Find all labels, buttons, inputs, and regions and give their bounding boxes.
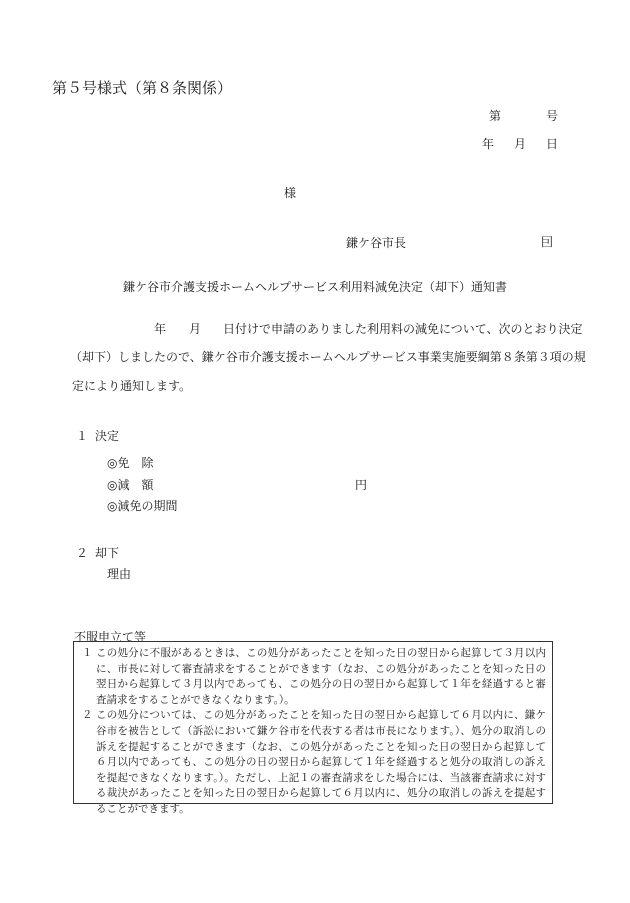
appeal-item-text: この処分に不服があるときは、この処分があったことを知った日の翌日から起算して３月以内に、市長に対して審査請求をすることができます（なお、この処分があったことを知った日の翌日から起算して３月以内であっても、この処分の日の翌日から起算して１年を経過すると審査請求をすることができなくなります。）。: [96, 647, 546, 706]
appeal-heading: 不服申立て等: [74, 630, 147, 644]
decision-period: ◎減免の期間: [107, 499, 178, 513]
document-title: 鎌ケ谷市介護支援ホームヘルプサービス利用料減免決定（却下）通知書: [122, 280, 507, 294]
appeal-box: [73, 641, 553, 815]
body-line-3: 定により通知します。: [72, 379, 192, 393]
decision-heading: 決定: [95, 429, 120, 443]
document-number-suffix: 号: [546, 109, 559, 123]
rejection-reason: 理由: [107, 567, 132, 581]
form-title: 第５号様式（第８条関係）: [52, 79, 233, 97]
issue-date-day: 日: [546, 137, 559, 151]
body-line-2: （却下）しましたので、鎌ケ谷市介護支援ホームヘルプサービス事業実施要綱第８条第３項の規: [70, 350, 586, 364]
appeal-item-1: [82, 646, 546, 708]
addressee-honorific: 様: [284, 186, 297, 200]
body-date-month: 月: [189, 322, 202, 336]
rejection-number: ２: [76, 546, 89, 560]
seal-mark: 囙: [541, 235, 554, 249]
rejection-heading: 却下: [95, 546, 120, 560]
decision-reduction: ◎減 額: [107, 478, 154, 492]
document-number-prefix: 第: [489, 109, 502, 123]
body-line-1: 日付けで申請のありました利用料の減免について、次のとおり決定: [223, 322, 583, 336]
decision-yen-unit: 円: [355, 478, 368, 492]
decision-exemption: ◎免 除: [107, 456, 154, 470]
appeal-item-text: この処分については、この処分があったことを知った日の翌日から起算して６月以内に、鎌ケ谷市を被告として（訴訟において鎌ケ谷市を代表する者は市長になります。）、処分の取消しの訴えを提起することができます（なお、この処分があったことを知った日の翌日から起算して６月以内であっても、この処分の日の翌日から起算して１年を経過すると処分の取消しの訴えを提起できなくなります。）。ただし、上記１の審査請求をした場合には、当該審査請求に対する裁決があったことを知った日の翌日から起算して６月以内に、処分の取消しの訴えを提起することができます。: [96, 709, 546, 815]
appeal-item-2: [82, 708, 546, 817]
appeal-item-number: ２: [82, 709, 93, 722]
appeal-item-number: １: [82, 647, 93, 659]
decision-number: １: [76, 429, 89, 443]
issue-date-month: 月: [514, 137, 527, 151]
issuer-name: 鎌ケ谷市長: [346, 236, 407, 250]
issue-date-year: 年: [482, 137, 495, 151]
body-date-year: 年: [154, 322, 167, 336]
